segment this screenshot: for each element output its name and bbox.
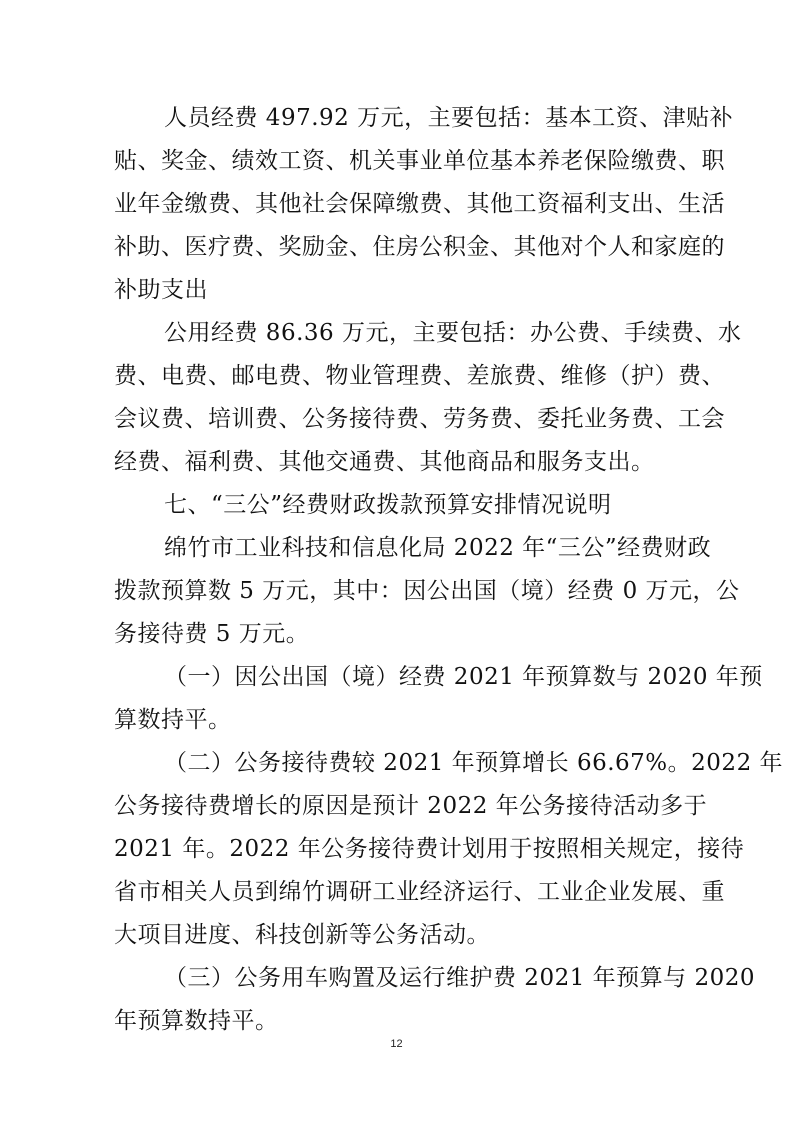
paragraph-public-line-3: 会议费、培训费、公务接待费、劳务费、委托业务费、工会 (114, 406, 725, 432)
paragraph-item-2-line-2: 公务接待费增长的原因是预计 2022 年公务接待活动多于 (114, 793, 708, 819)
paragraph-item-2-line-1: （二）公务接待费较 2021 年预算增长 66.67%。2022 年 (164, 750, 784, 776)
paragraph-public-line-2: 费、电费、邮电费、物业管理费、差旅费、维修（护）费、 (114, 363, 725, 389)
paragraph-personnel-line-2: 贴、奖金、绩效工资、机关事业单位基本养老保险缴费、职 (114, 148, 725, 174)
paragraph-item-1-line-2: 算数持平。 (114, 707, 232, 733)
paragraph-item-2-line-3: 2021 年。2022 年公务接待费计划用于按照相关规定，接待 (114, 836, 745, 862)
paragraph-budget-line-2: 拨款预算数 5 万元，其中：因公出国（境）经费 0 万元，公 (114, 578, 740, 604)
paragraph-item-3-line-2: 年预算数持平。 (114, 1008, 279, 1034)
paragraph-personnel-line-1: 人员经费 497.92 万元，主要包括：基本工资、津贴补 (164, 105, 734, 131)
paragraph-item-3-line-1: （三）公务用车购置及运行维护费 2021 年预算与 2020 (164, 965, 755, 991)
section-heading-three-public: 七、“三公”经费财政拨款预算安排情况说明 (164, 492, 612, 518)
paragraph-personnel-line-4: 补助、医疗费、奖励金、住房公积金、其他对个人和家庭的 (114, 234, 725, 260)
paragraph-budget-line-3: 务接待费 5 万元。 (114, 621, 310, 647)
paragraph-personnel-line-5: 补助支出 (114, 277, 208, 303)
paragraph-budget-line-1: 绵竹市工业科技和信息化局 2022 年“三公”经费财政 (164, 535, 712, 561)
paragraph-public-line-1: 公用经费 86.36 万元，主要包括：办公费、手续费、水 (164, 320, 742, 346)
paragraph-item-2-line-5: 大项目进度、科技创新等公务活动。 (114, 922, 490, 948)
paragraph-item-2-line-4: 省市相关人员到绵竹调研工业经济运行、工业企业发展、重 (114, 879, 725, 905)
paragraph-personnel-line-3: 业年金缴费、其他社会保障缴费、其他工资福利支出、生活 (114, 191, 725, 217)
paragraph-public-line-4: 经费、福利费、其他交通费、其他商品和服务支出。 (114, 449, 655, 475)
paragraph-item-1-line-1: （一）因公出国（境）经费 2021 年预算数与 2020 年预 (164, 664, 763, 690)
page-number: 12 (390, 1038, 403, 1050)
